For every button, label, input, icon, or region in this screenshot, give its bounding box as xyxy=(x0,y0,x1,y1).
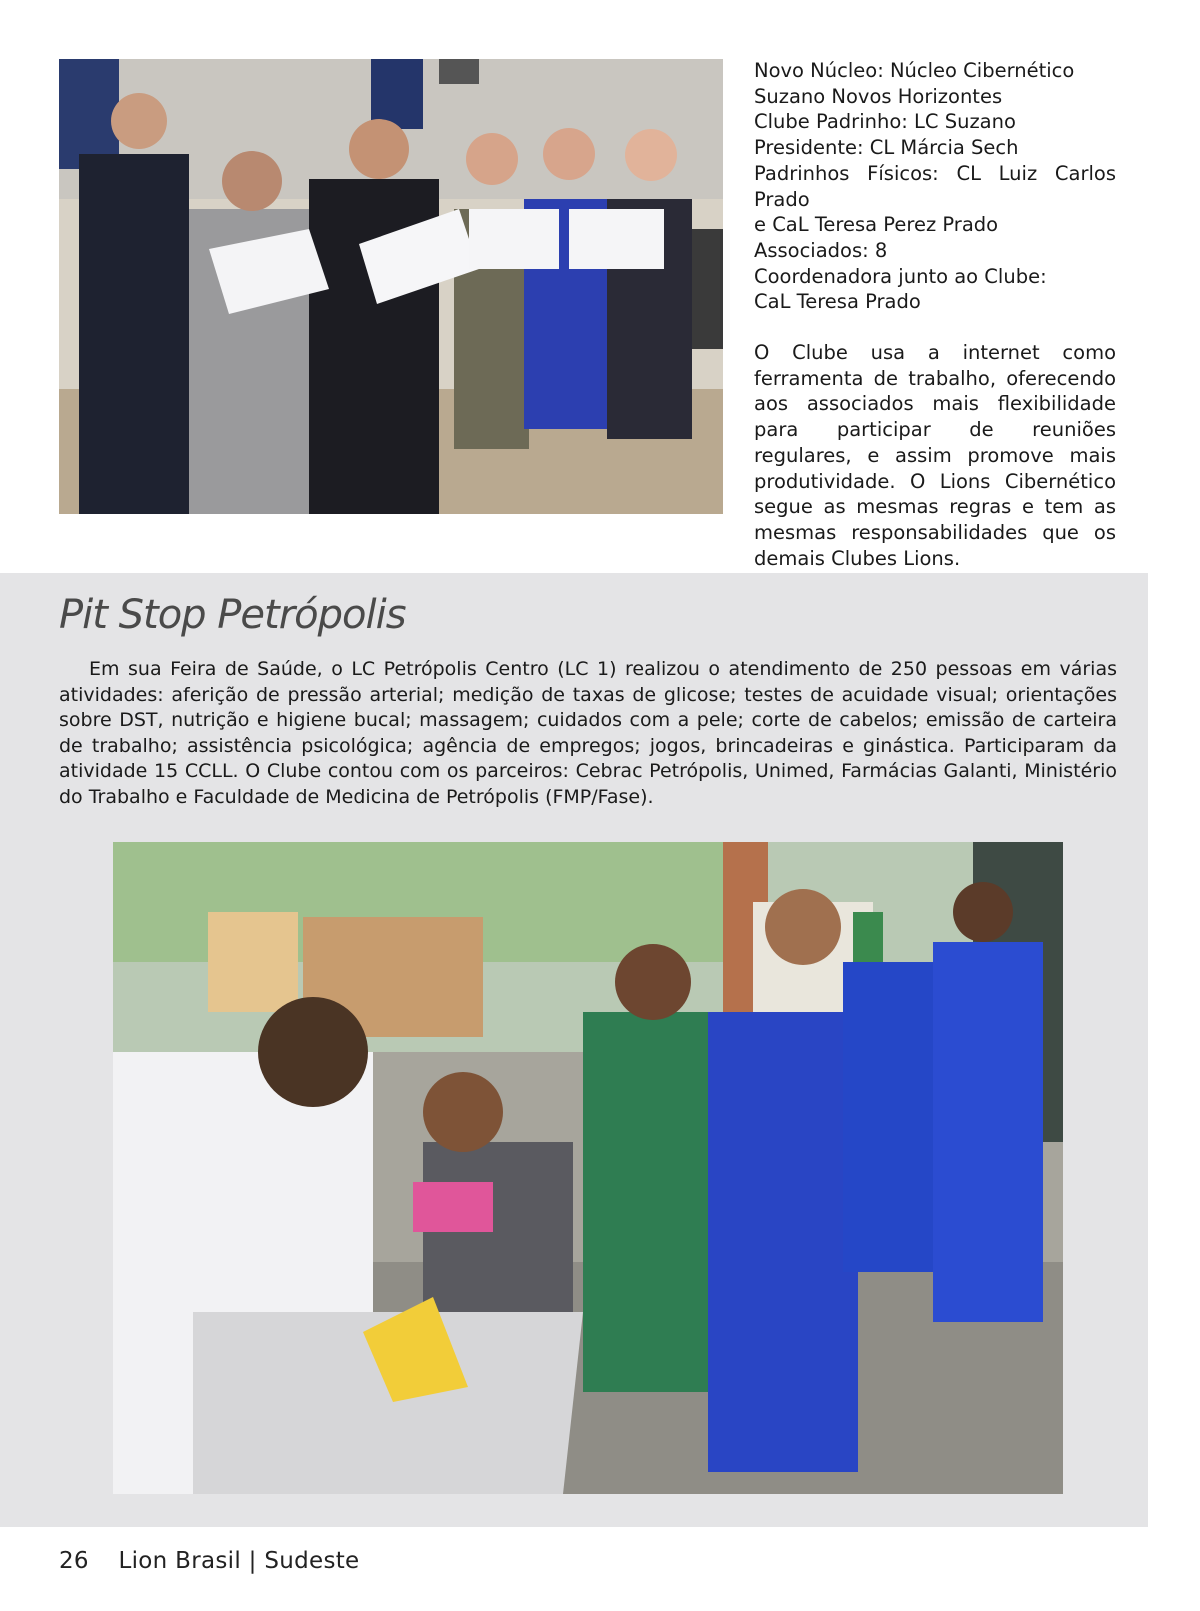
page-footer xyxy=(59,1548,382,1574)
pitstop-body: Em sua Feira de Saúde, o LC Petrópolis Centro (LC 1) realizou o atendimento de 250 pessoas em várias atividades: aferição de pressão arterial; medição de taxas de glicose; testes de acuidade visual; orientações sobre DST, nutrição e higiene bucal; massagem; cuidados com a pele; corte de cabelos; emissão de carteira de trabalho; assistência psicológica; agência de empregos; jogos, brincadeiras e ginástica. Participaram da atividade 15 CCLL. O Clube contou com os parceiros: Cebrac Petrópolis, Unimed, Farmácias Galanti, Ministério do Trabalho e Faculdade de Medicina de Petrópolis (FMP/Fase). xyxy=(59,658,1117,808)
club-info-line-1: Novo Núcleo: Núcleo Cibernético xyxy=(754,59,1075,82)
club-info-line-8: Coordenadora junto ao Clube: xyxy=(754,264,1047,288)
club-info xyxy=(754,58,1116,571)
top-photo xyxy=(59,59,723,514)
club-info-line-4: Presidente: CL Márcia Sech xyxy=(754,136,1019,160)
club-info-line-7: Associados: 8 xyxy=(754,238,888,262)
club-info-line-5: Padrinhos Físicos: CL Luiz Carlos Prado xyxy=(754,161,1116,211)
club-info-paragraph: O Clube usa a internet como ferramenta de trabalho, oferecendo aos associados mais flexibilidade para participar de reuniões regulares, e assim promove mais produtividade. O Lions Cibernético segue as mesmas regras e tem as mesmas responsabilidades que os demais Clubes Lions. xyxy=(754,341,1116,570)
club-info-line-9: CaL Teresa Prado xyxy=(754,290,921,314)
publication-name: Lion Brasil | Sudeste xyxy=(118,1548,360,1574)
bottom-photo xyxy=(113,842,1063,1494)
pitstop-title: Pit Stop Petrópolis xyxy=(59,592,406,638)
page-number: 26 xyxy=(59,1548,89,1574)
club-info-line-6: e CaL Teresa Perez Prado xyxy=(754,213,999,237)
club-info-line-2: Suzano Novos Horizontes xyxy=(754,84,1003,108)
club-info-line-3: Clube Padrinho: LC Suzano xyxy=(754,110,1016,134)
